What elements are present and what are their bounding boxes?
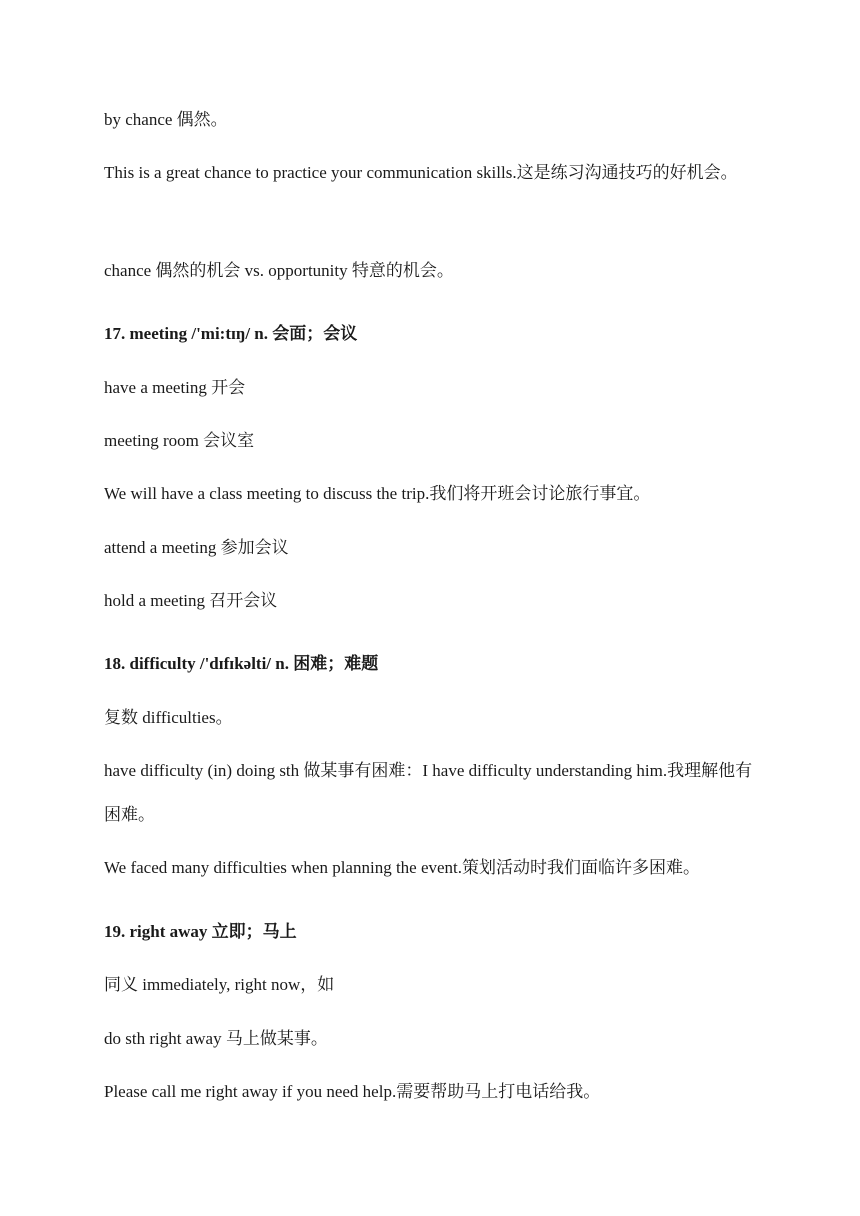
paragraph-call-me-example: Please call me right away if you need help.需要帮助马上打电话给我。: [104, 1082, 601, 1101]
paragraph-do-sth-right-away: do sth right away 马上做某事。: [104, 1029, 328, 1048]
paragraph-class-meeting-example: We will have a class meeting to discuss the trip.我们将开班会讨论旅行事宜。: [104, 484, 651, 503]
paragraph-have-a-meeting: have a meeting 开会: [104, 378, 246, 397]
heading-17-meeting: 17. meeting /'mi:tɪŋ/ n. 会面；会议: [104, 324, 358, 343]
paragraph-chance-example: This is a great chance to practice your communication skills.这是练习沟通技巧的好机会。: [104, 163, 738, 182]
heading-18-difficulty: 18. difficulty /'dɪfɪkəlti/ n. 困难；难题: [104, 654, 379, 673]
paragraph-faced-difficulties-example: We faced many difficulties when planning the event.策划活动时我们面临许多困难。: [104, 858, 701, 877]
paragraph-synonyms: 同义 immediately, right now，如: [104, 975, 335, 994]
paragraph-by-chance: by chance 偶然。: [104, 110, 228, 129]
paragraph-attend-a-meeting: attend a meeting 参加会议: [104, 538, 289, 557]
heading-19-right-away: 19. right away 立即；马上: [104, 922, 297, 941]
paragraph-difficulty-plural: 复数 difficulties。: [104, 708, 233, 727]
paragraph-have-difficulty: have difficulty (in) doing sth 做某事有困难：I have difficulty understanding him.我理解他有困难。: [104, 761, 753, 824]
paragraph-chance-vs-opportunity: chance 偶然的机会 vs. opportunity 特意的机会。: [104, 261, 454, 280]
paragraph-meeting-room: meeting room 会议室: [104, 431, 255, 450]
paragraph-hold-a-meeting: hold a meeting 召开会议: [104, 591, 278, 610]
